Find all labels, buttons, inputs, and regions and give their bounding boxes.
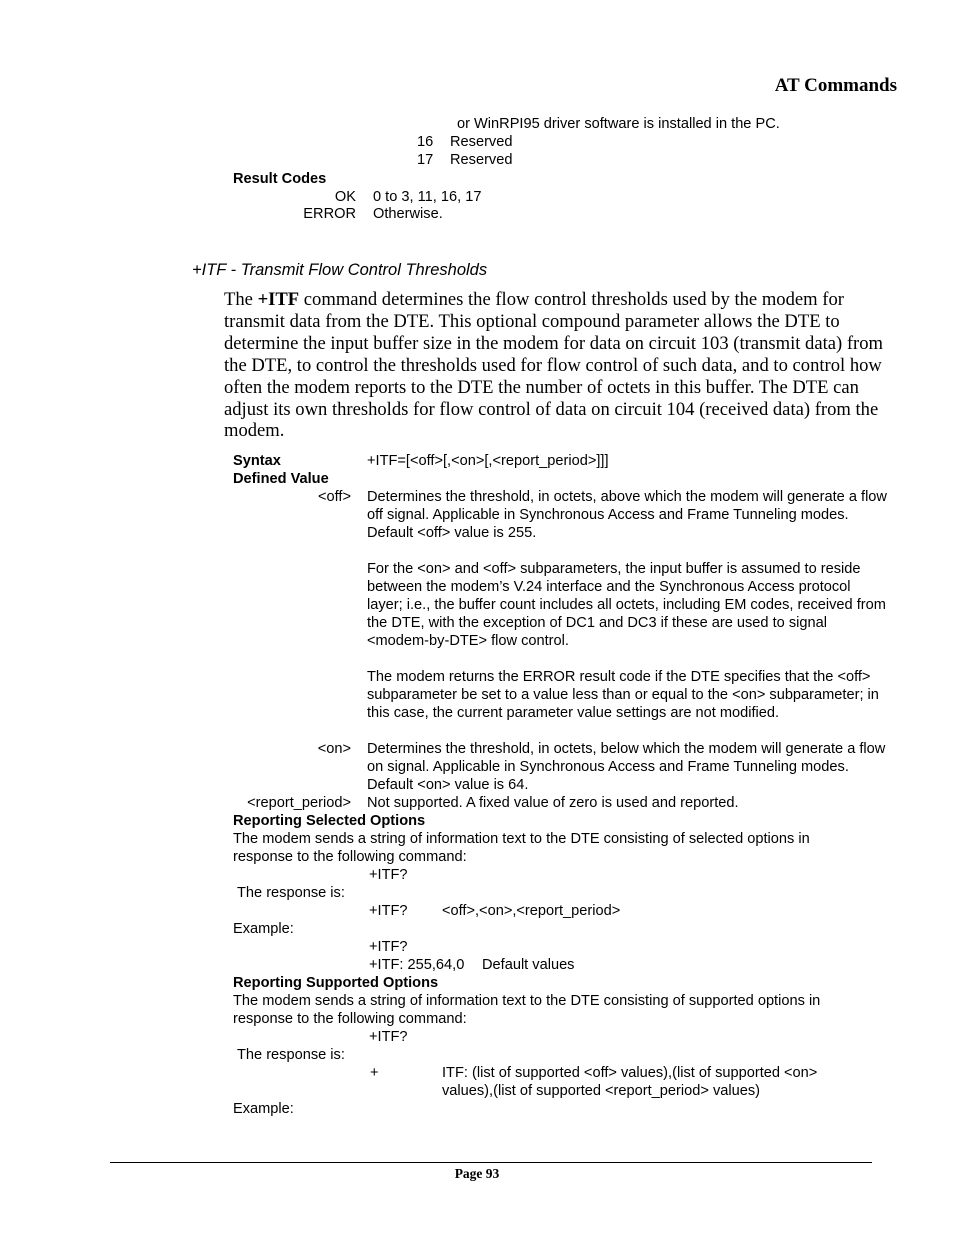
intro-text-post: command determines the flow control thresholds used by the modem for transmit data from the DTE. This optional compound parameter allows the DTE to determine the input buffer size in the modem for data on circuit 103 (transmit data) from the DTE, to control the thresholds used for flow control of such data, and to control how often the modem reports to the DTE the number of octets in this buffer. The DTE can adjust its own thresholds for flow control of data on circuit 104 (received data) from the modem. <box>224 289 884 442</box>
section-heading: +ITF - Transmit Flow Control Thresholds <box>192 261 488 279</box>
reporting-selected-text: The modem sends a string of information text to the DTE consisting of selected options in response to the following command: <box>233 831 810 865</box>
response-value: <off>,<on>,<report_period> <box>442 903 621 919</box>
intro-paragraph <box>224 289 894 442</box>
param-report-period: <report_period> <box>247 795 351 811</box>
param-on-description: Determines the threshold, in octets, below which the modem will generate a flow on signal. Applicable in Synchronous Access and Frame Tunneling modes. Default <on> value is 64. <box>367 741 886 793</box>
intro-command: +ITF <box>257 289 300 310</box>
intro-text-pre: The <box>224 289 258 310</box>
error-note: The modem returns the ERROR result code if the DTE specifies that the <off> subparameter be set to a value less than or equal to the <on> subparameter; in this case, the current parameter value settings are not modified. <box>367 669 879 721</box>
reporting-supported-text: The modem sends a string of information text to the DTE consisting of supported options in response to the following command: <box>233 993 821 1027</box>
result-codes-heading: Result Codes <box>233 171 327 187</box>
result-code-text: 0 to 3, 11, 16, 17 <box>373 189 482 205</box>
example-label: Example: <box>233 921 294 937</box>
defined-value-label: Defined Value <box>233 471 329 487</box>
result-code: OK <box>334 189 356 205</box>
list-continuation: or WinRPI95 driver software is installed in the PC. <box>457 116 780 132</box>
list-item-number: 17 <box>417 152 434 168</box>
response-label: The response is: <box>237 885 345 901</box>
supported-response-label: The response is: <box>237 1047 345 1063</box>
supported-response-plus: + <box>370 1065 379 1081</box>
footer-divider <box>110 1162 872 1163</box>
syntax-label: Syntax <box>233 453 281 469</box>
supported-query-command: +ITF? <box>369 1029 408 1045</box>
page-number: Page 93 <box>454 1166 500 1181</box>
example-response: +ITF: 255,64,0 <box>369 957 465 973</box>
response-command: +ITF? <box>369 903 408 919</box>
list-item-text: Reserved <box>450 152 513 168</box>
list-item-number: 16 <box>417 134 434 150</box>
reporting-supported-heading: Reporting Supported Options <box>233 975 439 991</box>
param-off: <off> <box>317 489 351 505</box>
syntax-value: +ITF=[<off>[,<on>[,<report_period>]]] <box>367 453 609 469</box>
param-off-description: Determines the threshold, in octets, above which the modem will generate a flow off signal. Applicable in Synchronous Access and Frame Tunneling modes. Default <off> value is 255. <box>367 489 887 541</box>
supported-response-line: ITF: (list of supported <off> values),(list of supported <on> <box>442 1065 818 1081</box>
example-note: Default values <box>482 957 575 973</box>
param-on: <on> <box>317 741 351 757</box>
supported-example-label: Example: <box>233 1101 294 1117</box>
example-command: +ITF? <box>369 939 408 955</box>
result-code: ERROR <box>303 206 356 222</box>
result-code-text: Otherwise. <box>373 206 443 222</box>
page-header-title: AT Commands <box>774 75 897 96</box>
list-item-text: Reserved <box>450 134 513 150</box>
supported-response-line: values),(list of supported <report_period> values) <box>442 1083 760 1099</box>
param-report-period-description: Not supported. A fixed value of zero is used and reported. <box>367 795 739 811</box>
reporting-selected-heading: Reporting Selected Options <box>233 813 426 829</box>
query-command: +ITF? <box>369 867 408 883</box>
buffer-note: For the <on> and <off> subparameters, the input buffer is assumed to reside between the modem’s V.24 interface and the Synchronous Access protocol layer; i.e., the buffer count includes all octets, including EM codes, received from the DTE, with the exception of DC1 and DC3 if these are used to signal <modem-by-DTE> flow control. <box>367 561 886 649</box>
